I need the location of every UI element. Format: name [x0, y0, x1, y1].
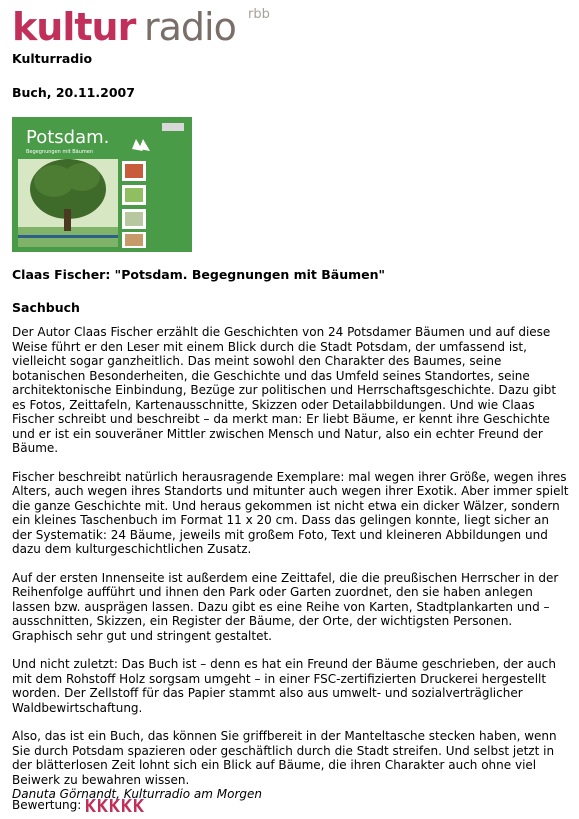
kultur-k-icon	[85, 799, 96, 812]
cover-title: Potsdam.	[26, 127, 110, 148]
rating	[12, 798, 144, 813]
kultur-k-icon	[109, 799, 120, 812]
logo-radio-text: radio	[144, 5, 236, 48]
category-date: Buch, 20.11.2007	[12, 85, 135, 100]
paragraph: Auf der ersten Innenseite ist außerdem eine Zeittafel, die die preußischen Herrscher in der Reihenfolge aufführt und ihnen den Park oder Garten zuordnet, den sie haben anlegen lassen bzw. ausprägen lassen. Dazu gibt es eine Reihe von Karten, Stadtplankarten und –ausschnitten, Skizzen, ein Register der Bäume, der Orte, der wichtigsten Personen. Graphisch sehr gut und stringent gestaltet.	[12, 570, 559, 643]
article-category: Sachbuch	[12, 300, 80, 315]
rating-stars	[85, 799, 144, 812]
kultur-k-icon	[97, 799, 108, 812]
paragraph: Und nicht zuletzt: Das Buch ist – denn es hat ein Freund der Bäume geschrieben, der auch mit dem Rohstoff Holz sorgsam umgeht – in einer FSC-zertifizierten Druckerei hergestellt worden. Der Zellstoff für das Papier stammt also aus umwelt- und sozialverträglicher Waldbewirtschaftung.	[12, 657, 556, 715]
kultur-k-icon	[133, 799, 144, 812]
cover-subtitle: Begegnungen mit Bäumen	[26, 149, 94, 155]
paragraph: Also, das ist ein Buch, das können Sie griffbereit in der Manteltasche stecken haben, wenn Sie durch Potsdam spazieren oder geschäftlich durch die Stadt streifen. Und selbst jetzt in der blätterlosen Zeit lohnt sich ein Blick auf Bäume, die ihren Charakter auch ohne viel Beiwerk zu bewahren wissen.	[12, 729, 557, 787]
author-line: Danuta Görnandt, Kulturradio am Morgen	[12, 787, 262, 801]
rating-label: Bewertung:	[12, 798, 82, 812]
paragraph: Fischer beschreibt natürlich herausragende Exemplare: mal wegen ihrer Größe, wegen ihres Alters, auch wegen ihres Standorts und mitunter auch wegen ihrer Exotik. Aber immer spielt die ganze Geschichte mit. Und heraus gekommen ist nicht etwa ein dicker Wälzer, sondern ein kleines Taschenbuch im Format 11 x 20 cm. Dass das gelingen konnte, liegt sicher an der Systematik: 24 Bäume, jeweils mit großem Foto, Text und kleineren Abbildungen und dazu dem kulturgeschichtlichen Zusatz.	[12, 469, 569, 556]
book-cover-image	[12, 117, 192, 252]
article-body	[12, 325, 572, 802]
kulturradio-logo[interactable]	[12, 4, 292, 48]
station-name: Kulturradio	[12, 51, 93, 66]
logo-kultur-text: kultur	[12, 5, 136, 48]
article-headline: Claas Fischer: "Potsdam. Begegnungen mit Bäumen"	[12, 267, 386, 282]
logo-rbb-text: rbb	[248, 7, 270, 22]
paragraph: Der Autor Claas Fischer erzählt die Geschichten von 24 Potsdamer Bäumen und auf diese Weise führt er den Leser mit einem Blick durch die Stadt Potsdam, der umfassend ist, vielleicht sogar ganzheitlich. Das meint sowohl den Charakter des Baumes, seine botanischen Besonderheiten, die Geschichte und das Umfeld seines Standortes, seine architektonische Einbindung, Bezüge zur politischen und Herrschaftsgeschichte. Dazu gibt es Fotos, Zeittafeln, Kartenausschnitte, Skizzen oder Detailabbildungen. Und wie Claas Fischer schreibt und beschreibt – da merkt man: Er liebt Bäume, er kennt ihre Geschichte und er ist ein souveräner Mittler zwischen Mensch und Natur, also ein echter Freund der Bäume.	[12, 325, 557, 455]
kultur-k-icon	[121, 799, 132, 812]
